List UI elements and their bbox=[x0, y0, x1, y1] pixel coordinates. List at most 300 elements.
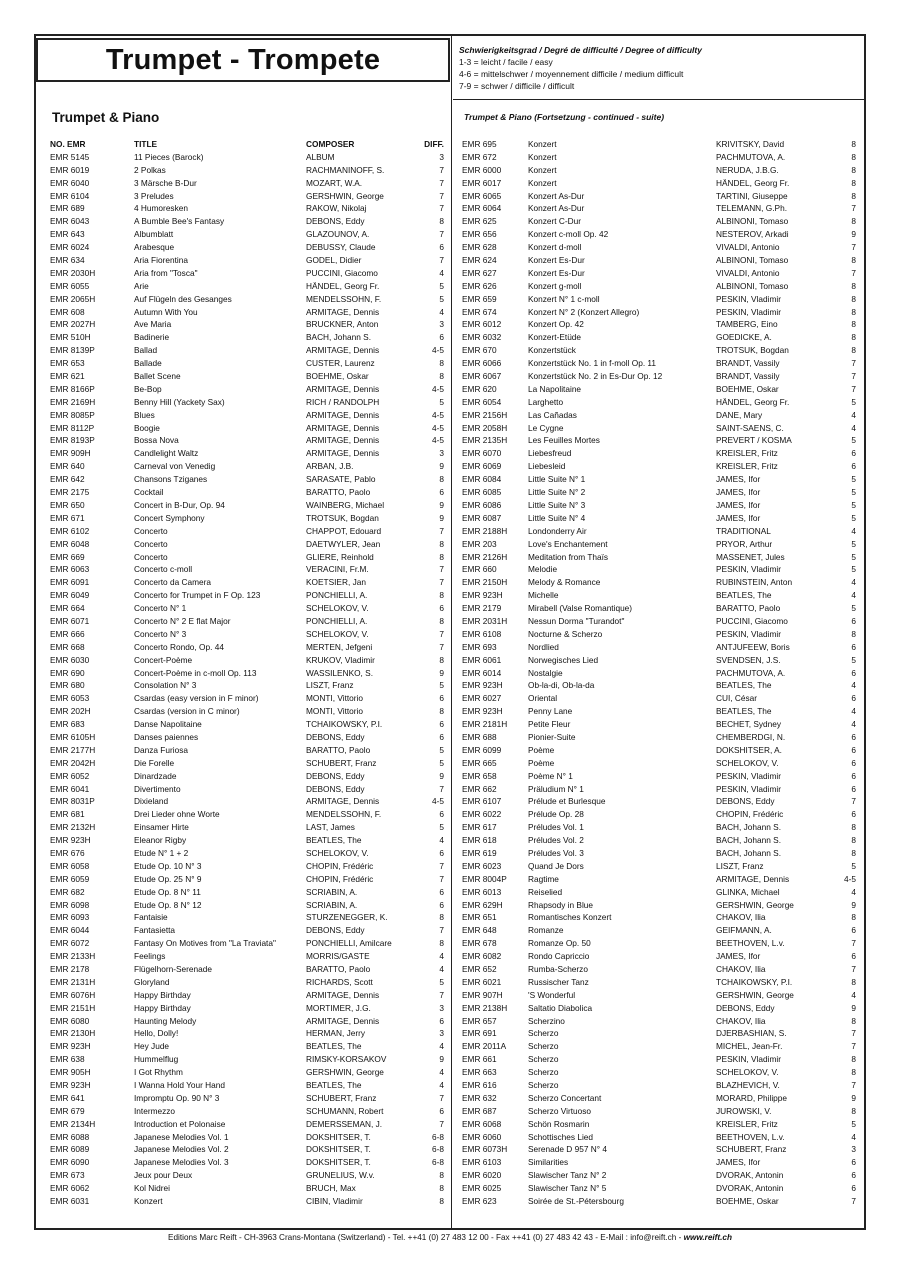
catalog-list-right bbox=[462, 138, 856, 1208]
composer: CUSTER, Laurenz bbox=[306, 358, 375, 369]
composer: JUROWSKI, V. bbox=[716, 1105, 772, 1116]
table-row bbox=[50, 615, 444, 628]
piece-title: Rumba-Scherzo bbox=[528, 964, 588, 974]
catalog-number: EMR 6063 bbox=[50, 564, 90, 575]
difficulty: 7 bbox=[439, 1092, 444, 1103]
difficulty: 6 bbox=[439, 693, 444, 704]
difficulty: 6 bbox=[851, 783, 856, 794]
catalog-number: EMR 6041 bbox=[50, 783, 90, 794]
table-row bbox=[50, 989, 444, 1002]
composer: CHAKOV, Ilia bbox=[716, 912, 766, 923]
catalog-number: EMR 6098 bbox=[50, 899, 90, 910]
catalog-number: EMR 673 bbox=[50, 1170, 85, 1181]
table-row bbox=[50, 692, 444, 705]
piece-title: Penny Lane bbox=[528, 706, 573, 717]
difficulty: 3 bbox=[439, 1028, 444, 1039]
table-row bbox=[462, 602, 856, 615]
composer: DOKSHITSER, T. bbox=[306, 1131, 371, 1142]
composer: PREVERT / KOSMA bbox=[716, 435, 792, 446]
piece-title: Scherzo bbox=[528, 1067, 559, 1078]
difficulty: 8 bbox=[851, 628, 856, 639]
piece-title: Quand Je Dors bbox=[528, 860, 584, 871]
catalog-number: EMR 6072 bbox=[50, 938, 90, 949]
difficulty: 5 bbox=[439, 822, 444, 833]
difficulty: 8 bbox=[851, 280, 856, 291]
piece-title: Fantasietta bbox=[134, 925, 176, 936]
difficulty: 7 bbox=[439, 525, 444, 536]
piece-title: Konzert bbox=[528, 177, 557, 188]
difficulty: 8 bbox=[851, 345, 856, 356]
table-row bbox=[462, 1015, 856, 1028]
composer: DOKSHITSER, T. bbox=[306, 1157, 371, 1168]
difficulty: 4-5 bbox=[432, 796, 444, 807]
composer: DEBONS, Eddy bbox=[306, 216, 365, 227]
catalog-number: EMR 2042H bbox=[50, 757, 96, 768]
table-row bbox=[462, 499, 856, 512]
piece-title: Michelle bbox=[528, 590, 559, 601]
composer: TARTINI, Giuseppe bbox=[716, 190, 788, 201]
table-row bbox=[50, 460, 444, 473]
piece-title: Aria Fiorentina bbox=[134, 255, 188, 266]
difficulty: 5 bbox=[439, 280, 444, 291]
table-row bbox=[50, 473, 444, 486]
difficulty: 8 bbox=[851, 216, 856, 227]
table-row bbox=[50, 654, 444, 667]
table-row bbox=[462, 151, 856, 164]
table-row bbox=[462, 937, 856, 950]
composer: CHEMBERDGI, N. bbox=[716, 731, 786, 742]
table-row bbox=[50, 1118, 444, 1131]
table-row bbox=[462, 628, 856, 641]
difficulty: 8 bbox=[439, 706, 444, 717]
composer: PESKIN, Vladimir bbox=[716, 783, 782, 794]
table-row bbox=[50, 576, 444, 589]
difficulty: 7 bbox=[439, 177, 444, 188]
catalog-number: EMR 664 bbox=[50, 603, 85, 614]
difficulty: 7 bbox=[851, 371, 856, 382]
piece-title: Concerto da Camera bbox=[134, 577, 212, 588]
table-row bbox=[50, 409, 444, 422]
piece-title: Japanese Melodies Vol. 2 bbox=[134, 1144, 229, 1155]
piece-title: Concerto for Trumpet in F Op. 123 bbox=[134, 590, 261, 601]
piece-title: Concert-Poème in c-moll Op. 113 bbox=[134, 667, 257, 678]
catalog-number: EMR 923H bbox=[50, 1080, 91, 1091]
piece-title: Similarities bbox=[528, 1157, 569, 1168]
composer: PONCHIELLI, Amilcare bbox=[306, 938, 392, 949]
catalog-number: EMR 6069 bbox=[462, 461, 502, 472]
piece-title: Love's Enchantement bbox=[528, 538, 608, 549]
catalog-number: EMR 6000 bbox=[462, 164, 502, 175]
difficulty: 9 bbox=[439, 667, 444, 678]
piece-title: Konzertstück No. 2 in Es-Dur Op. 12 bbox=[528, 371, 663, 382]
catalog-number: EMR 6058 bbox=[50, 860, 90, 871]
piece-title: Scherzo Virtuoso bbox=[528, 1105, 592, 1116]
table-row bbox=[462, 950, 856, 963]
difficulty: 4 bbox=[851, 577, 856, 588]
difficulty: 6 bbox=[439, 847, 444, 858]
composer: DEBONS, Eddy bbox=[306, 783, 365, 794]
composer: BEETHOVEN, L.v. bbox=[716, 938, 785, 949]
catalog-number: EMR 6076H bbox=[50, 989, 96, 1000]
piece-title: Dinardzade bbox=[134, 770, 177, 781]
catalog-number: EMR 6060 bbox=[462, 1131, 502, 1142]
catalog-number: EMR 676 bbox=[50, 847, 85, 858]
table-row bbox=[50, 434, 444, 447]
catalog-number: EMR 628 bbox=[462, 242, 497, 253]
piece-title: Konzert C-Dur bbox=[528, 216, 582, 227]
table-row bbox=[50, 215, 444, 228]
table-row bbox=[50, 1143, 444, 1156]
table-row bbox=[50, 422, 444, 435]
difficulty: 7 bbox=[439, 873, 444, 884]
piece-title: Danse Napolitaine bbox=[134, 719, 202, 730]
catalog-number: EMR 510H bbox=[50, 332, 91, 343]
difficulty: 6 bbox=[439, 1015, 444, 1026]
piece-title: Konzert Es-Dur bbox=[528, 267, 585, 278]
table-row bbox=[462, 641, 856, 654]
table-row bbox=[462, 911, 856, 924]
difficulty: 7 bbox=[439, 190, 444, 201]
composer: BARATTO, Paolo bbox=[306, 744, 371, 755]
composer: GRUNELIUS, W.v. bbox=[306, 1170, 375, 1181]
composer: ALBINONI, Tomaso bbox=[716, 255, 789, 266]
difficulty: 7 bbox=[439, 564, 444, 575]
catalog-number: EMR 616 bbox=[462, 1080, 497, 1091]
catalog-number: EMR 6089 bbox=[50, 1144, 90, 1155]
catalog-number: EMR 5145 bbox=[50, 151, 90, 162]
catalog-number: EMR 6086 bbox=[462, 499, 502, 510]
composer: ARMITAGE, Dennis bbox=[306, 422, 380, 433]
piece-title: Fantaisie bbox=[134, 912, 168, 923]
difficulty: 7 bbox=[851, 242, 856, 253]
composer: ANTJUFEEW, Boris bbox=[716, 641, 790, 652]
catalog-number: EMR 665 bbox=[462, 757, 497, 768]
difficulty: 3 bbox=[439, 151, 444, 162]
catalog-number: EMR 2188H bbox=[462, 525, 508, 536]
piece-title: Scherzo Concertant bbox=[528, 1092, 602, 1103]
composer: ARMITAGE, Dennis bbox=[306, 448, 380, 459]
piece-title: Flügelhorn-Serenade bbox=[134, 964, 212, 974]
composer: DEBONS, Eddy bbox=[716, 1002, 775, 1013]
catalog-number: EMR 2150H bbox=[462, 577, 508, 588]
difficulty: 6 bbox=[439, 1105, 444, 1116]
table-row bbox=[462, 808, 856, 821]
composer: BLAZHEVICH, V. bbox=[716, 1080, 780, 1091]
header-title: TITLE bbox=[134, 139, 158, 149]
composer: JAMES, Ifor bbox=[716, 512, 761, 523]
table-row bbox=[50, 254, 444, 267]
table-row bbox=[50, 731, 444, 744]
difficulty: 4 bbox=[851, 1131, 856, 1142]
difficulty: 7 bbox=[851, 1028, 856, 1039]
difficulty: 6 bbox=[439, 487, 444, 498]
difficulty: 4 bbox=[439, 267, 444, 278]
table-row bbox=[50, 164, 444, 177]
catalog-number: EMR 909H bbox=[50, 448, 91, 459]
catalog-number: EMR 6085 bbox=[462, 487, 502, 498]
table-row bbox=[462, 331, 856, 344]
composer: PESKIN, Vladimir bbox=[716, 306, 782, 317]
composer: ALBINONI, Tomaso bbox=[716, 216, 789, 227]
composer: BEATLES, The bbox=[716, 706, 772, 717]
difficulty: 7 bbox=[439, 925, 444, 936]
piece-title: Larghetto bbox=[528, 396, 564, 407]
table-row bbox=[50, 757, 444, 770]
difficulty: 4 bbox=[851, 409, 856, 420]
piece-title: Hey Jude bbox=[134, 1041, 170, 1052]
composer: DEBONS, Eddy bbox=[306, 770, 365, 781]
table-row bbox=[50, 331, 444, 344]
catalog-number: EMR 6107 bbox=[462, 796, 502, 807]
composer: TCHAIKOWSKY, P.I. bbox=[716, 976, 793, 987]
difficulty: 7 bbox=[439, 860, 444, 871]
catalog-number: EMR 619 bbox=[462, 847, 497, 858]
catalog-number: EMR 2138H bbox=[462, 1002, 508, 1013]
table-row bbox=[50, 190, 444, 203]
table-row bbox=[50, 1040, 444, 1053]
piece-title: Melodie bbox=[528, 564, 558, 575]
piece-title: Konzert bbox=[528, 139, 557, 149]
composer: HERMAN, Jerry bbox=[306, 1028, 366, 1039]
piece-title: Fantasy On Motives from "La Traviata" bbox=[134, 938, 276, 949]
piece-title: Les Feuilles Mortes bbox=[528, 435, 600, 446]
composer: LAST, James bbox=[306, 822, 355, 833]
table-row bbox=[462, 1118, 856, 1131]
catalog-number: EMR 6108 bbox=[462, 628, 502, 639]
catalog-number: EMR 6065 bbox=[462, 190, 502, 201]
table-row bbox=[462, 306, 856, 319]
composer: BARATTO, Paolo bbox=[306, 487, 371, 498]
piece-title: 3 Märsche B-Dur bbox=[134, 177, 197, 188]
table-row bbox=[462, 318, 856, 331]
piece-title: Mirabell (Valse Romantique) bbox=[528, 603, 633, 614]
composer: GERSHWIN, George bbox=[716, 899, 794, 910]
table-row bbox=[50, 306, 444, 319]
table-row bbox=[462, 1027, 856, 1040]
catalog-number: EMR 907H bbox=[462, 989, 503, 1000]
table-row bbox=[462, 447, 856, 460]
piece-title: Autumn With You bbox=[134, 306, 198, 317]
composer: GLIERE, Reinhold bbox=[306, 551, 374, 562]
difficulty: 8 bbox=[851, 1105, 856, 1116]
catalog-number: EMR 669 bbox=[50, 551, 85, 562]
composer: CHOPIN, Frédéric bbox=[306, 873, 374, 884]
piece-title: Etude Op. 10 N° 3 bbox=[134, 860, 202, 871]
catalog-number: EMR 690 bbox=[50, 667, 85, 678]
composer: DJERBASHIAN, S. bbox=[716, 1028, 787, 1039]
table-row bbox=[462, 847, 856, 860]
catalog-number: EMR 8085P bbox=[50, 409, 95, 420]
composer: MORTIMER, J.G. bbox=[306, 1002, 371, 1013]
table-row bbox=[50, 1027, 444, 1040]
catalog-number: EMR 6080 bbox=[50, 1015, 90, 1026]
difficulty: 6 bbox=[851, 667, 856, 678]
piece-title: Petite Fleur bbox=[528, 719, 571, 730]
difficulty: 4 bbox=[439, 306, 444, 317]
composer: VERACINI, Fr.M. bbox=[306, 564, 369, 575]
catalog-number: EMR 923H bbox=[462, 680, 503, 691]
catalog-number: EMR 2030H bbox=[50, 267, 96, 278]
piece-title: Poème bbox=[528, 757, 555, 768]
table-row bbox=[462, 589, 856, 602]
table-row bbox=[50, 628, 444, 641]
difficulty: 9 bbox=[851, 1002, 856, 1013]
piece-title: Poème N° 1 bbox=[528, 770, 573, 781]
difficulty: 6 bbox=[851, 1170, 856, 1181]
piece-title: I Got Rhythm bbox=[134, 1067, 183, 1078]
catalog-number: EMR 641 bbox=[50, 1092, 85, 1103]
table-row bbox=[462, 190, 856, 203]
table-row bbox=[50, 873, 444, 886]
catalog-number: EMR 682 bbox=[50, 886, 85, 897]
piece-title: Little Suite N° 2 bbox=[528, 487, 586, 498]
table-row bbox=[50, 1131, 444, 1144]
catalog-number: EMR 634 bbox=[50, 255, 85, 266]
composer: DVORAK, Antonin bbox=[716, 1183, 784, 1194]
catalog-number: EMR 6024 bbox=[50, 242, 90, 253]
composer: NESTEROV, Arkadi bbox=[716, 229, 789, 240]
composer: GERSHWIN, George bbox=[716, 989, 794, 1000]
catalog-number: EMR 660 bbox=[462, 564, 497, 575]
catalog-number: EMR 627 bbox=[462, 267, 497, 278]
table-row bbox=[462, 460, 856, 473]
catalog-number: EMR 662 bbox=[462, 783, 497, 794]
difficulty: 8 bbox=[439, 538, 444, 549]
catalog-number: EMR 638 bbox=[50, 1054, 85, 1065]
composer: TCHAIKOWSKY, P.I. bbox=[306, 719, 383, 730]
table-row bbox=[462, 215, 856, 228]
piece-title: Concerto N° 2 E flat Major bbox=[134, 615, 231, 626]
composer: SARASATE, Pablo bbox=[306, 474, 376, 485]
piece-title: Norwegisches Lied bbox=[528, 654, 599, 665]
catalog-number: EMR 6013 bbox=[462, 886, 502, 897]
piece-title: Scherzo bbox=[528, 1028, 559, 1039]
piece-title: Concerto c-moll bbox=[134, 564, 193, 575]
piece-title: Scherzino bbox=[528, 1015, 565, 1026]
piece-title: Benny Hill (Yackety Sax) bbox=[134, 396, 225, 407]
piece-title: Romanze Op. 50 bbox=[528, 938, 591, 949]
piece-title: Londonderry Air bbox=[528, 525, 587, 536]
piece-title: Introduction et Polonaise bbox=[134, 1118, 226, 1129]
table-row bbox=[462, 783, 856, 796]
catalog-number: EMR 6014 bbox=[462, 667, 502, 678]
piece-title: Las Cañadas bbox=[528, 409, 577, 420]
catalog-number: EMR 632 bbox=[462, 1092, 497, 1103]
composer: RICH / RANDOLPH bbox=[306, 396, 380, 407]
difficulty: 8 bbox=[851, 1067, 856, 1078]
difficulty: 4 bbox=[851, 422, 856, 433]
piece-title: 11 Pieces (Barock) bbox=[134, 151, 204, 162]
table-row bbox=[50, 1053, 444, 1066]
piece-title: Préludes Vol. 3 bbox=[528, 847, 584, 858]
catalog-number: EMR 621 bbox=[50, 371, 85, 382]
catalog-number: EMR 2175 bbox=[50, 487, 90, 498]
composer: SCHELOKOV, V. bbox=[306, 628, 369, 639]
piece-title: Rondo Capriccio bbox=[528, 951, 590, 962]
piece-title: Meditation from Thaïs bbox=[528, 551, 609, 562]
piece-title: Impromptu Op. 90 N° 3 bbox=[134, 1092, 220, 1103]
table-row bbox=[462, 434, 856, 447]
composer: MORRIS/GASTE bbox=[306, 951, 370, 962]
table-row bbox=[462, 241, 856, 254]
table-row bbox=[462, 795, 856, 808]
table-row bbox=[462, 705, 856, 718]
catalog-number: EMR 658 bbox=[462, 770, 497, 781]
composer: PACHMUTOVA, A. bbox=[716, 151, 786, 162]
difficulty: 6 bbox=[851, 448, 856, 459]
table-row bbox=[50, 744, 444, 757]
catalog-number: EMR 2169H bbox=[50, 396, 96, 407]
catalog-number: EMR 923H bbox=[50, 1041, 91, 1052]
composer: CHOPIN, Frédéric bbox=[716, 809, 784, 820]
table-row bbox=[462, 1143, 856, 1156]
table-row bbox=[462, 267, 856, 280]
catalog-number: EMR 6070 bbox=[462, 448, 502, 459]
catalog-number: EMR 668 bbox=[50, 641, 85, 652]
composer: JAMES, Ifor bbox=[716, 499, 761, 510]
composer: BARATTO, Paolo bbox=[716, 603, 781, 614]
piece-title: Little Suite N° 1 bbox=[528, 474, 586, 485]
composer: SCHELOKOV, V. bbox=[716, 1067, 779, 1078]
composer: ARMITAGE, Dennis bbox=[306, 435, 380, 446]
piece-title: Ballad bbox=[134, 345, 158, 356]
difficulty: 7 bbox=[851, 358, 856, 369]
catalog-number: EMR 643 bbox=[50, 229, 85, 240]
table-row bbox=[462, 228, 856, 241]
difficulty: 8 bbox=[851, 306, 856, 317]
catalog-number: EMR 6053 bbox=[50, 693, 90, 704]
catalog-number: EMR 687 bbox=[462, 1105, 497, 1116]
difficulty-heading: Schwierigkeitsgrad / Degré de difficulté / Degree of difficulty bbox=[459, 45, 702, 55]
difficulty: 8 bbox=[851, 319, 856, 330]
piece-title: 'S Wonderful bbox=[528, 989, 576, 1000]
difficulty: 9 bbox=[851, 899, 856, 910]
table-row bbox=[462, 886, 856, 899]
table-row bbox=[50, 177, 444, 190]
catalog-number: EMR 8193P bbox=[50, 435, 95, 446]
table-row bbox=[50, 563, 444, 576]
difficulty: 5 bbox=[851, 564, 856, 575]
difficulty: 6-8 bbox=[432, 1131, 444, 1142]
table-row bbox=[50, 589, 444, 602]
piece-title: Candlelight Waltz bbox=[134, 448, 199, 459]
difficulty: 3 bbox=[439, 319, 444, 330]
catalog-number: EMR 6055 bbox=[50, 280, 90, 291]
table-row bbox=[50, 1079, 444, 1092]
difficulty: 5 bbox=[851, 538, 856, 549]
piece-title: Feelings bbox=[134, 951, 166, 962]
difficulty: 5 bbox=[851, 654, 856, 665]
composer: MONTI, Vittorio bbox=[306, 706, 364, 717]
difficulty: 6 bbox=[439, 242, 444, 253]
piece-title: Prélude Op. 28 bbox=[528, 809, 584, 820]
catalog-number: EMR 626 bbox=[462, 280, 497, 291]
catalog-number: EMR 923H bbox=[462, 706, 503, 717]
difficulty: 7 bbox=[439, 229, 444, 240]
table-row bbox=[462, 202, 856, 215]
piece-title: Drei Lieder ohne Worte bbox=[134, 809, 220, 820]
difficulty: 4-5 bbox=[432, 409, 444, 420]
piece-title: Kol Nidrei bbox=[134, 1183, 170, 1194]
composer: BRUCH, Max bbox=[306, 1183, 356, 1194]
composer: BACH, Johann S. bbox=[716, 847, 782, 858]
table-row bbox=[462, 254, 856, 267]
table-row bbox=[462, 538, 856, 551]
composer: BEATLES, The bbox=[306, 1041, 362, 1052]
piece-title: Hello, Dolly! bbox=[134, 1028, 179, 1039]
difficulty: 6 bbox=[851, 1157, 856, 1168]
catalog-number: EMR 8031P bbox=[50, 796, 95, 807]
